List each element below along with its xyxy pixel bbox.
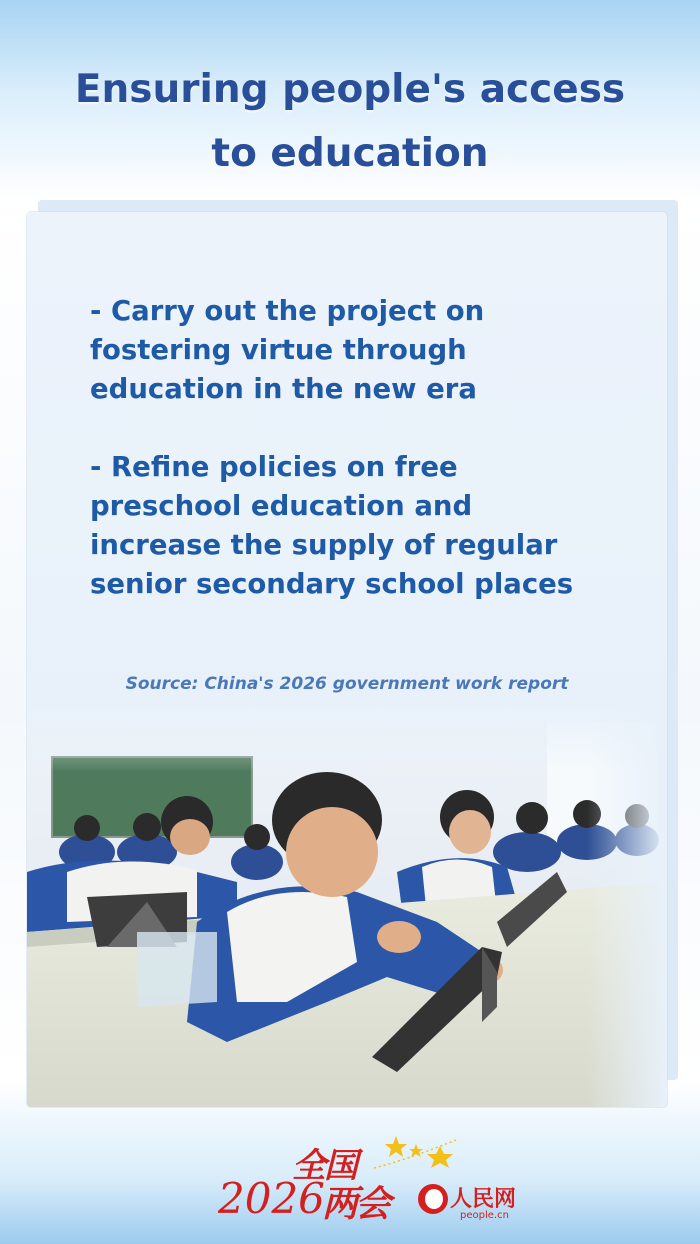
people-circle-icon (418, 1184, 448, 1214)
bullet-1-line-3: education in the new era (90, 373, 477, 405)
page-title (0, 58, 700, 186)
bullet-2-line-3: increase the supply of regular (90, 529, 558, 561)
bullet-2-line-1: - Refine policies on free (90, 451, 458, 483)
logo-year: 2026 (218, 1174, 325, 1223)
footer-logo-area (0, 1130, 700, 1244)
bullet-2-line-2: preschool education and (90, 490, 473, 522)
people-daily-logo (418, 1182, 538, 1226)
bullet-1-line-1: - Carry out the project on (90, 295, 485, 327)
stars-icon (366, 1130, 462, 1170)
classroom-photo (27, 702, 667, 1107)
classroom-illustration (27, 702, 667, 1107)
content-card (27, 212, 667, 1107)
logo-title: 全国 (292, 1146, 356, 1186)
source-citation: Source: China's 2026 government work report (125, 674, 569, 694)
publisher-name: 人民网 (450, 1186, 517, 1212)
bullet-item-2 (90, 448, 650, 604)
publisher-url: people.cn (460, 1210, 509, 1221)
bullet-2-line-4: senior secondary school places (90, 568, 574, 600)
title-line-1: Ensuring people's access (74, 67, 626, 112)
logo-event: 两会 (322, 1184, 389, 1225)
title-line-2: to education (211, 131, 489, 176)
bullet-list (90, 292, 650, 643)
bullet-1-line-2: fostering virtue through (90, 334, 467, 366)
bullet-item-1 (90, 292, 650, 409)
